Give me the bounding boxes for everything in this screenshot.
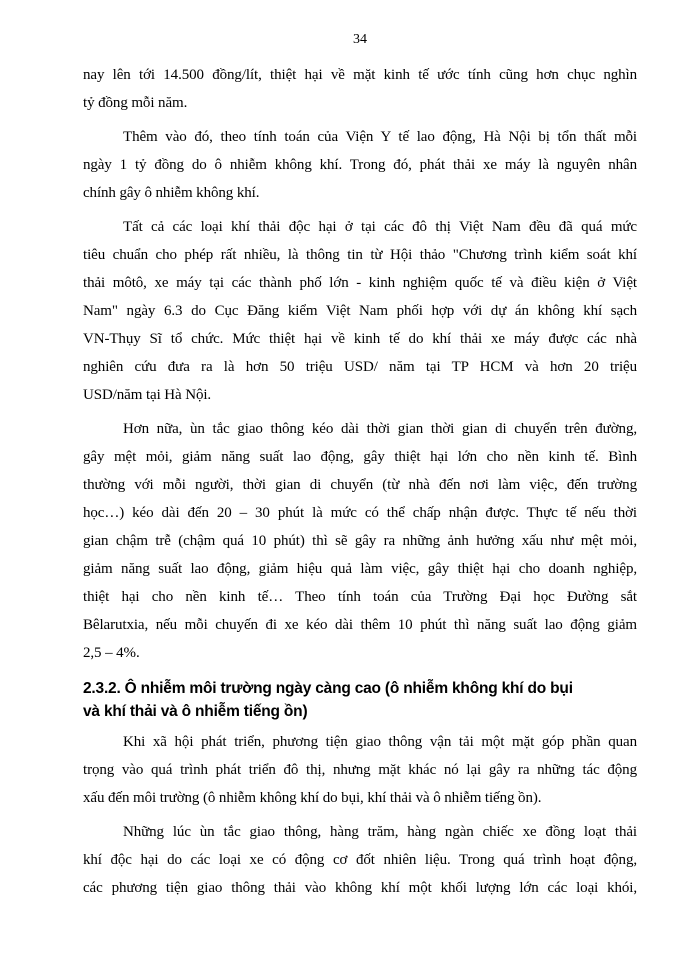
text-line: tỷ đồng mỗi năm. [83,95,188,111]
text-line: các phương tiện giao thông thải vào không khí một khối lượng lớn các loại khói, [83,880,637,896]
text-line: nay lên tới 14.500 đồng/lít, thiệt hại về mặt kinh tế ước tính cũng hơn chục nghìn [83,67,637,83]
text-line: Bêlarutxia, nếu mỗi chuyến đi xe kéo dài thêm 10 phút thì năng suất lao động giảm [83,617,637,633]
text-line: Nam" ngày 6.3 do Cục Đăng kiểm Việt Nam phối hợp với dự án không khí sạch [83,303,637,319]
paragraph [83,818,637,902]
text-line: chính gây ô nhiễm không khí. [83,185,260,201]
text-line: 2,5 – 4%. [83,645,140,661]
text-line: tiêu chuẩn cho phép rất nhiều, là thông tin từ Hội thảo "Chương trình kiểm soát khí [83,247,637,263]
text-line: xấu đến môi trường (ô nhiễm không khí do bụi, khí thải và ô nhiễm tiếng ồn). [83,790,542,806]
section-heading [83,677,637,723]
text-line: Hơn nữa, ùn tắc giao thông kéo dài thời gian thời gian di chuyển trên đường, [123,421,637,437]
text-line: gây mệt mỏi, giảm năng suất lao động, gây thiệt hại lớn cho nền kinh tế. Bình [83,449,637,465]
text-line: Khi xã hội phát triển, phương tiện giao thông vận tải một mặt góp phần quan [123,734,637,750]
text-line: giảm năng suất lao động, giảm hiệu quả làm việc, gây thiệt hại cho doanh nghiệp, [83,561,637,577]
text-line: USD/năm tại Hà Nội. [83,387,212,403]
text-line: trọng vào quá trình phát triển đô thị, nhưng mặt khác nó lại gây ra những tác động [83,762,637,778]
text-line: Tất cả các loại khí thải độc hại ở tại các đô thị Việt Nam đều đã quá mức [123,219,637,235]
text-line: thải môtô, xe máy tại các thành phố lớn - kinh nghiệm quốc tế và điều kiện ở Việt [83,275,637,291]
text-line: khí độc hại do các loại xe có động cơ đốt nhiên liệu. Trong quá trình hoạt động, [83,852,637,868]
paragraph [83,61,637,117]
document-content [83,61,637,902]
paragraph [83,213,637,409]
text-line: Thêm vào đó, theo tính toán của Viện Y tế lao động, Hà Nội bị tổn thất mỗi [123,129,637,145]
text-line: thường với mỗi người, thời gian di chuyển (từ nhà đến nơi làm việc, đến trường [83,477,637,493]
paragraph [83,123,637,207]
paragraph [83,728,637,812]
paragraph [83,415,637,667]
text-line: thiệt hại cho nền kinh tế… Theo tính toán của Trường Đại học Đường sắt [83,589,637,605]
heading-line: và khí thải và ô nhiễm tiếng ồn) [83,703,308,720]
text-line: nghiên cứu đưa ra là hơn 50 triệu USD/ năm tại TP HCM và hơn 20 triệu [83,359,637,375]
text-line: gian chậm trễ (chậm quá 10 phút) thì sẽ gây ra những ảnh hưởng xấu như mệt mỏi, [83,533,637,549]
page-number: 34 [353,32,367,47]
text-line: Những lúc ùn tắc giao thông, hàng trăm, hàng ngàn chiếc xe đồng loạt thải [123,824,637,840]
text-line: ngày 1 tỷ đồng do ô nhiễm không khí. Trong đó, phát thải xe máy là nguyên nhân [83,157,637,173]
text-line: VN-Thụy Sĩ tổ chức. Mức thiệt hại về kinh tế do khí thải xe máy được các nhà [83,331,637,347]
text-line: học…) kéo dài đến 20 – 30 phút là mức có thể chấp nhận được. Thực tế nếu thời [83,505,637,521]
heading-line: 2.3.2. Ô nhiễm môi trường ngày càng cao (ô nhiễm không khí do bụi [83,680,573,697]
